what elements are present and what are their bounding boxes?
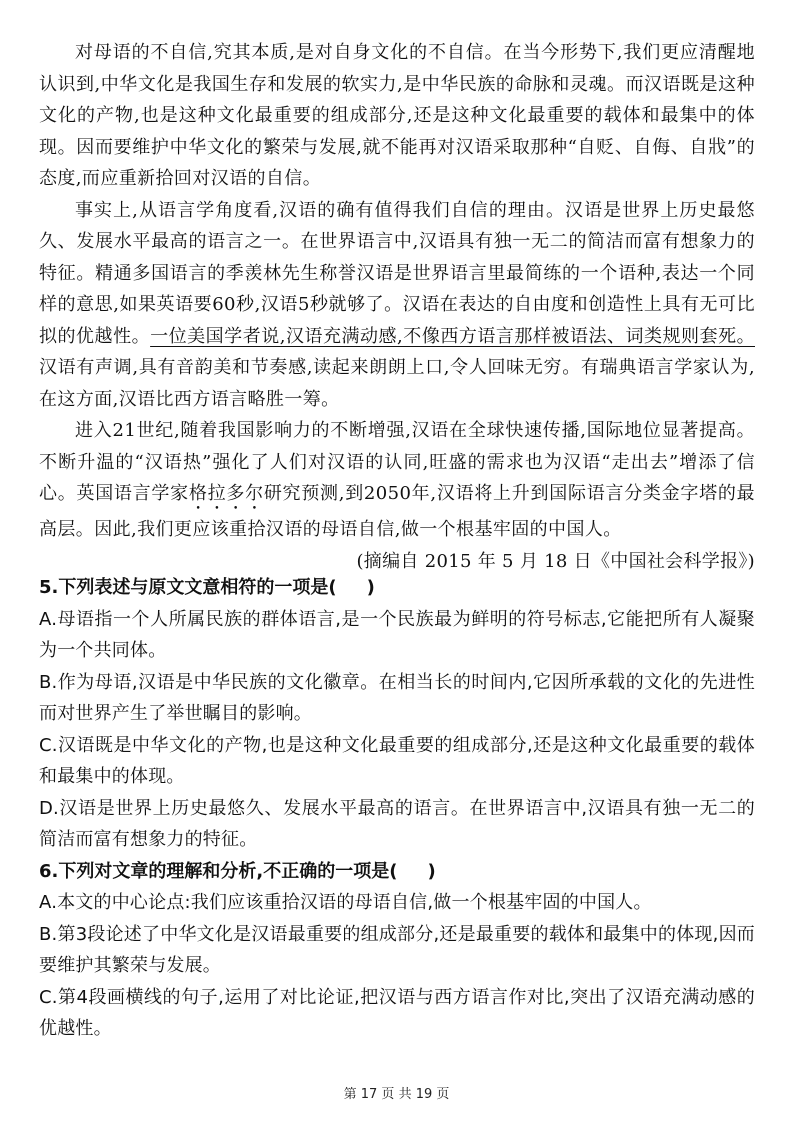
question-5 (39, 572, 755, 856)
question-stem-close: ) (427, 860, 436, 882)
option-c: C.第4段画横线的句子,运用了对比论证,把汉语与西方语言作对比,突出了汉语充满动感的优越性。 (39, 986, 755, 1039)
paragraph-3-text-end: 研究预测,到2050年,汉语将上升到国际语言分类金字塔的最高层。因此,我们更应该重拾汉语的母语自信,做一个根基牢固的中国人。 (39, 483, 755, 540)
question-stem (39, 572, 755, 604)
questions-section (39, 572, 755, 1045)
question-stem-text: 5.下列表述与原文文意相符的一项是( (39, 577, 337, 598)
underlined-sentence: 一位美国学者说,汉语充满动感,不像西方语言那样被语法、词类规则套死。 (150, 325, 755, 347)
question-6 (39, 856, 755, 1045)
article-body (39, 37, 755, 577)
question-stem-text: 6.下列对文章的理解和分析,不正确的一项是( (39, 860, 398, 882)
emphasized-name: 格拉多尔 (188, 483, 264, 504)
paragraph-3-text: 进入21世纪,随着我国影响力的不断增强,汉语在全球快速传播,国际地位显著提高。不断升温的“汉语热”强化了人们对汉语的认同,旺盛的需求也为汉语“走出去”增添了信心。英国语言学家 (39, 420, 755, 504)
option-b: B.第3段论述了中华文化是汉语最重要的组成部分,还是最重要的载体和最集中的体现,因而要维护其繁荣与发展。 (39, 923, 755, 976)
page-footer: 第 17 页 共 19 页 (343, 1087, 450, 1102)
option-d: D.汉语是世界上历史最悠久、发展水平最高的语言。在世界语言中,汉语具有独一无二的简洁而富有想象力的特征。 (39, 797, 755, 850)
option-c: C.汉语既是中华文化的产物,也是这种文化最重要的组成部分,还是这种文化最重要的载体和最集中的体现。 (39, 734, 755, 787)
paragraph-2-text: 事实上,从语言学角度看,汉语的确有值得我们自信的理由。汉语是世界上历史最悠久、发展水平最高的语言之一。在世界语言中,汉语具有独一无二的简洁而富有想象力的特征。精通多国语言的季羡林先生称誉汉语是世界语言里最简练的一个语种,表达一个同样的意思,如果英语要60秒,汉语5秒就够了。汉语在表达的自由度和创造性上具有无可比拟的优越性。 (39, 199, 755, 347)
question-stem-close: ) (366, 577, 375, 598)
option-a: A.母语指一个人所属民族的群体语言,是一个民族最为鲜明的符号标志,它能把所有人凝聚为一个共同体。 (39, 608, 755, 661)
question-stem (39, 856, 755, 888)
option-a: A.本文的中心论点:我们应该重拾汉语的母语自信,做一个根基牢固的中国人。 (39, 892, 652, 913)
paragraph-2-text-end: 汉语有声调,具有音韵美和节奏感,读起来朗朗上口,令人回味无穷。有瑞典语言学家认为,在这方面,汉语比西方语言略胜一筹。 (39, 357, 755, 410)
article-paragraph-3 (39, 415, 755, 546)
article-paragraph-2 (39, 195, 755, 416)
article-source: (摘编自 2015 年 5 月 18 日《中国社会科学报》) (356, 550, 755, 572)
option-b: B.作为母语,汉语是中华民族的文化徽章。在相当长的时间内,它因所承载的文化的先进性而对世界产生了举世瞩目的影响。 (39, 671, 755, 724)
article-paragraph-1: 对母语的不自信,究其本质,是对自身文化的不自信。在当今形势下,我们更应清醒地认识到,中华文化是我国生存和发展的软实力,是中华民族的命脉和灵魂。而汉语既是这种文化的产物,也是这种文化最重要的组成部分,还是这种文化最重要的载体和最集中的体现。因而要维护中华文化的繁荣与发展,就不能再对汉语采取那种“自贬、自侮、自戕”的态度,而应重新拾回对汉语的自信。 (39, 42, 755, 189)
